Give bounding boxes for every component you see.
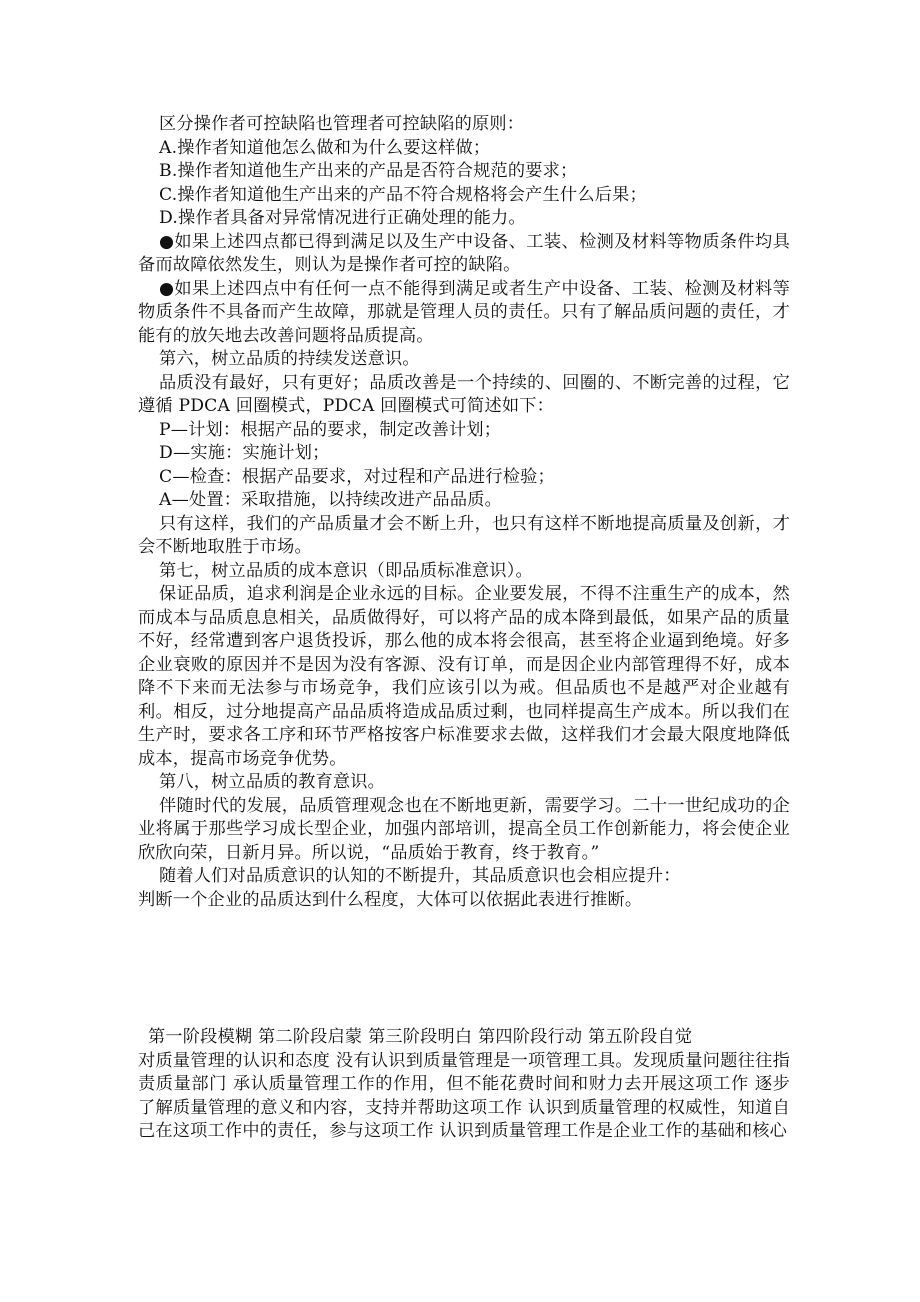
heading-eighth: 第八，树立品质的教育意识。 bbox=[159, 772, 386, 792]
heading-seventh: 第七，树立品质的成本意识（即品质标准意识）。 bbox=[159, 560, 533, 581]
paragraph-manager-controllable: ●如果上述四点中有任何一点不能得到满足或者生产中设备、工装、检测及材料等物质条件不具备而产生故障，那就是管理人员的责任。只有了解品质问题的责任，才能有的放矢地去改善问题将品质提高。 bbox=[138, 278, 790, 346]
paragraph-principle-c: C.操作者知道他生产出来的产品不符合规格将会产生什么后果； bbox=[159, 184, 647, 205]
paragraph-principle-a: A.操作者知道他怎么做和为什么要这样做； bbox=[159, 137, 491, 158]
main-text bbox=[138, 113, 790, 912]
paragraph-awareness: 随着人们对品质意识的认知的不断提升，其品质意识也会相应提升： bbox=[159, 866, 681, 886]
paragraph-judgement: 判断一个企业的品质达到什么程度，大体可以依据此表进行推断。 bbox=[138, 889, 643, 910]
stage-table-text bbox=[138, 1026, 790, 1144]
paragraph-cost: 保证品质，追求利润是企业永远的目标。企业要发展，不得不注重生产的成本，然而成本与品质息息相关，品质做得好，可以将产品的成本降到最低，如果产品的质量不好，经常遭到客户退货投诉，那么他的成本将会很高，甚至将企业逼到绝境。好多企业衰败的原因并不是因为没有客源、没有订单，而是因企业内部管理得不好，成本降不下来而无法参与市场竞争，我们应该引以为戒。但品质也不是越严对企业越有利。相反，过分地提高产品品质将造成品质过剩，也同样提高生产成本。所以我们在生产时，要求各工序和环节严格按客户标准要求去做，这样我们才会最大限度地降低成本，提高市场竞争优势。 bbox=[138, 584, 790, 769]
paragraph-pdca-intro: 品质没有最好，只有更好；品质改善是一个持续的、回圈的、不断完善的过程，它遵循 PDCA 回圈模式，PDCA 回圈模式可简述如下： bbox=[138, 372, 790, 416]
stage-header-row: 第一阶段模糊 第二阶段启蒙 第三阶段明白 第四阶段行动 第五阶段自觉 bbox=[148, 1027, 693, 1047]
stage-attitude-row: 对质量管理的认识和态度 没有认识到质量管理是一项管理工具。发现质量问题往往指责质量部门 承认质量管理工作的作用，但不能花费时间和财力去开展这项工作 逐步了解质量管理的意义和内容，支持并帮助这项工作 认识到质量管理的权威性，知道自己在这项工作中的责任，参与这项工作 认识到质量管理工作是企业工作的基础和核心 bbox=[138, 1050, 790, 1141]
paragraph-continuous: 只有这样，我们的产品质量才会不断上升，也只有这样不断地提高质量及创新，才会不断地取胜于市场。 bbox=[138, 513, 790, 557]
paragraph-pdca-act: A—处置：采取措施，以持续改进产品品质。 bbox=[159, 490, 502, 510]
paragraph-education: 伴随时代的发展，品质管理观念也在不断地更新，需要学习。二十一世纪成功的企业将属于那些学习成长型企业，加强内部培训，提高全员工作创新能力，将会使企业欣欣向荣，日新月异。所以说，“品质始于教育，终于教育。” bbox=[138, 795, 790, 863]
heading-sixth: 第六，树立品质的持续发送意识。 bbox=[159, 349, 420, 369]
paragraph-principle-title: 区分操作者可控缺陷也管理者可控缺陷的原则： bbox=[159, 114, 525, 134]
paragraph-pdca-check: C—检查：根据产品要求，对过程和产品进行检验； bbox=[159, 466, 555, 487]
paragraph-principle-b: B.操作者知道他生产出来的产品是否符合规范的要求； bbox=[159, 161, 578, 181]
paragraph-principle-d: D.操作者具备对异常情况进行正确处理的能力。 bbox=[159, 208, 526, 228]
paragraph-pdca-do: D—实施：实施计划； bbox=[159, 443, 330, 463]
paragraph-operator-controllable: ●如果上述四点都已得到满足以及生产中设备、工装、检测及材料等物质条件均具备而故障依然发生，则认为是操作者可控的缺陷。 bbox=[138, 231, 790, 275]
paragraph-pdca-plan: P—计划：根据产品的要求，制定改善计划； bbox=[159, 419, 502, 440]
